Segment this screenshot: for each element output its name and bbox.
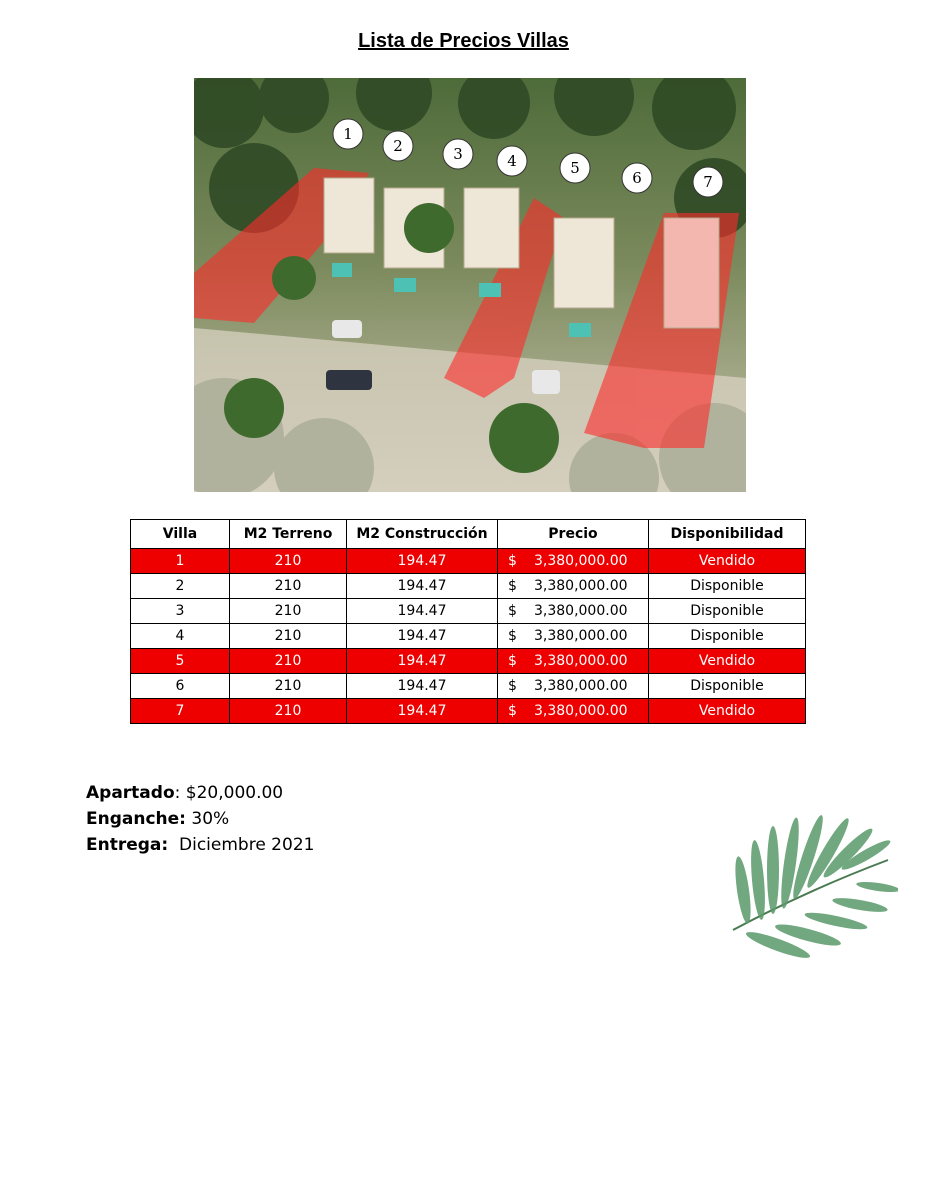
price-amount: 3,380,000.00 xyxy=(534,578,628,594)
price-amount: 3,380,000.00 xyxy=(534,603,628,619)
disponibilidad-cell: Disponible xyxy=(649,674,806,699)
m2-terreno-cell: 210 xyxy=(230,599,347,624)
currency-symbol: $ xyxy=(508,678,517,694)
entrega-line: Entrega: Diciembre 2021 xyxy=(86,835,315,855)
m2-construccion-cell: 194.47 xyxy=(347,649,498,674)
svg-text:5: 5 xyxy=(570,159,580,177)
disponibilidad-cell: Vendido xyxy=(649,549,806,574)
villa-marker xyxy=(693,167,723,197)
currency-symbol: $ xyxy=(508,578,517,594)
currency-symbol: $ xyxy=(508,553,517,569)
svg-text:4: 4 xyxy=(507,152,517,170)
m2-terreno-cell: 210 xyxy=(230,674,347,699)
villa-cell: 7 xyxy=(131,699,230,724)
currency-symbol: $ xyxy=(508,653,517,669)
villa-marker xyxy=(497,146,527,176)
currency-symbol: $ xyxy=(508,628,517,644)
enganche-line: Enganche: 30% xyxy=(86,809,230,829)
villa-cell: 3 xyxy=(131,599,230,624)
table-row xyxy=(131,574,806,599)
precio-cell xyxy=(498,699,649,724)
header-disponibilidad: Disponibilidad xyxy=(649,520,806,549)
payment-terms xyxy=(86,780,314,858)
m2-terreno-cell: 210 xyxy=(230,624,347,649)
m2-terreno-cell: 210 xyxy=(230,699,347,724)
price-amount: 3,380,000.00 xyxy=(534,653,628,669)
precio-cell xyxy=(498,549,649,574)
svg-text:7: 7 xyxy=(703,173,713,191)
m2-construccion-cell: 194.47 xyxy=(347,574,498,599)
table-row xyxy=(131,674,806,699)
precio-cell xyxy=(498,674,649,699)
disponibilidad-cell: Disponible xyxy=(649,574,806,599)
villa-marker xyxy=(333,119,363,149)
villas-aerial-render xyxy=(194,78,746,492)
m2-construccion-cell: 194.47 xyxy=(347,549,498,574)
header-m2-construccion: M2 Construcción xyxy=(347,520,498,549)
precio-cell xyxy=(498,649,649,674)
m2-terreno-cell: 210 xyxy=(230,549,347,574)
disponibilidad-cell: Vendido xyxy=(649,649,806,674)
price-amount: 3,380,000.00 xyxy=(534,678,628,694)
page-title: Lista de Precios Villas xyxy=(358,30,569,52)
m2-construccion-cell: 194.47 xyxy=(347,674,498,699)
price-amount: 3,380,000.00 xyxy=(534,628,628,644)
header-precio: Precio xyxy=(498,520,649,549)
svg-text:6: 6 xyxy=(632,169,642,187)
currency-symbol: $ xyxy=(508,603,517,619)
price-amount: 3,380,000.00 xyxy=(534,703,628,719)
m2-terreno-cell: 210 xyxy=(230,649,347,674)
precio-cell xyxy=(498,574,649,599)
svg-text:3: 3 xyxy=(453,145,463,163)
header-villa: Villa xyxy=(131,520,230,549)
header-m2-terreno: M2 Terreno xyxy=(230,520,347,549)
m2-construccion-cell: 194.47 xyxy=(347,699,498,724)
m2-construccion-cell: 194.47 xyxy=(347,599,498,624)
precio-cell xyxy=(498,624,649,649)
villa-cell: 5 xyxy=(131,649,230,674)
villa-marker xyxy=(560,153,590,183)
villa-cell: 4 xyxy=(131,624,230,649)
disponibilidad-cell: Disponible xyxy=(649,599,806,624)
currency-symbol: $ xyxy=(508,703,517,719)
price-amount: 3,380,000.00 xyxy=(534,553,628,569)
disponibilidad-cell: Disponible xyxy=(649,624,806,649)
table-row xyxy=(131,599,806,624)
table-row xyxy=(131,549,806,574)
table-row xyxy=(131,649,806,674)
table-row xyxy=(131,624,806,649)
apartado-line: Apartado: $20,000.00 xyxy=(86,783,284,803)
villa-cell: 1 xyxy=(131,549,230,574)
villa-cell: 6 xyxy=(131,674,230,699)
palm-leaf-decoration xyxy=(718,795,898,970)
price-table xyxy=(130,519,806,724)
m2-terreno-cell: 210 xyxy=(230,574,347,599)
table-row xyxy=(131,699,806,724)
m2-construccion-cell: 194.47 xyxy=(347,624,498,649)
svg-text:1: 1 xyxy=(343,125,353,143)
villa-marker xyxy=(383,131,413,161)
villa-marker xyxy=(443,139,473,169)
disponibilidad-cell: Vendido xyxy=(649,699,806,724)
table-header-row xyxy=(131,520,806,549)
svg-text:2: 2 xyxy=(393,137,403,155)
precio-cell xyxy=(498,599,649,624)
villa-cell: 2 xyxy=(131,574,230,599)
villa-marker xyxy=(622,163,652,193)
